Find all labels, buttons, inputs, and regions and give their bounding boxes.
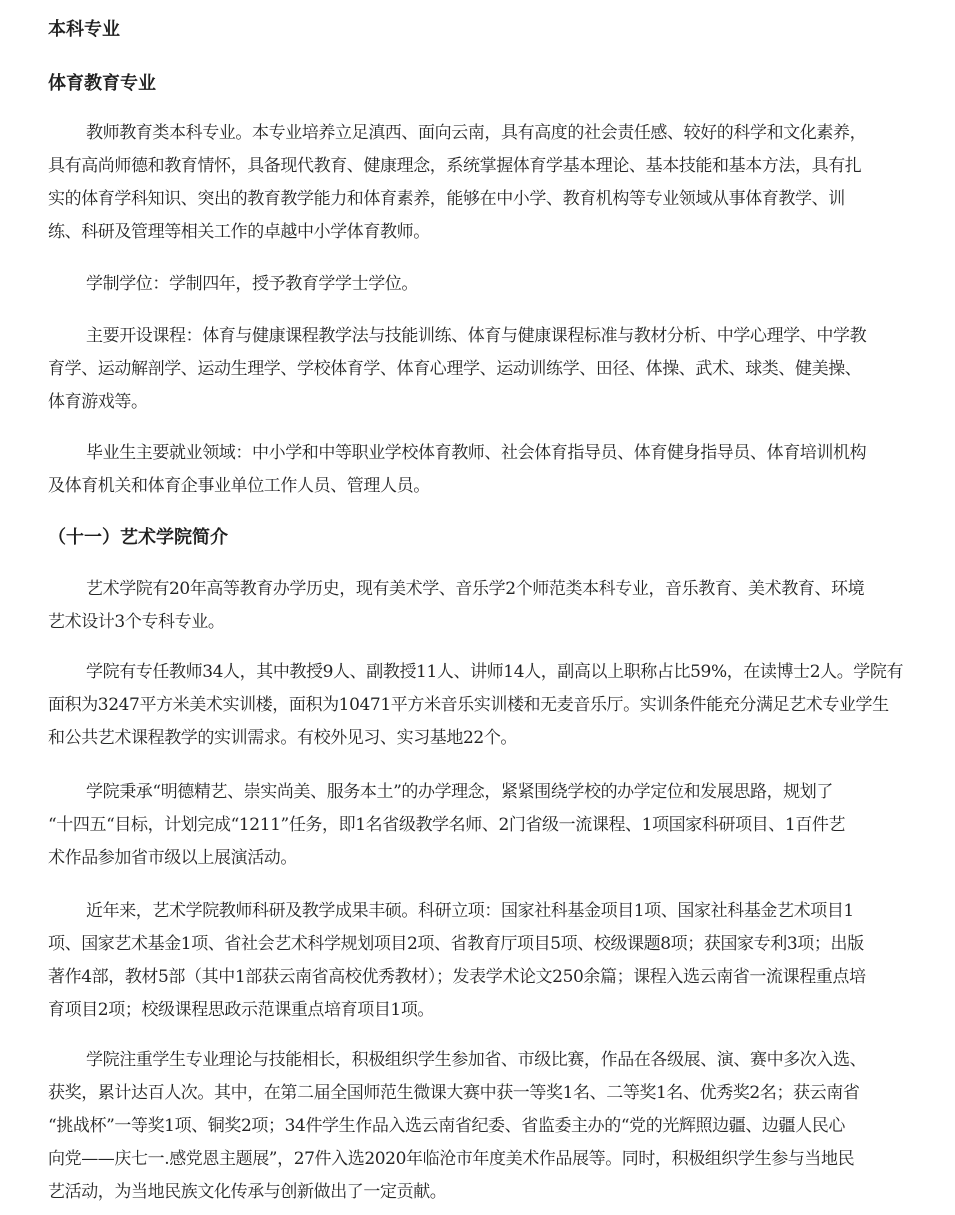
text-line: 教师教育类本科专业。本专业培养立足滇西、面向云南，具有高度的社会责任感、较好的科学和文化素养， [86,123,867,143]
art-research-paragraph [10,895,945,1027]
art-philosophy-paragraph [10,776,945,875]
text-line: 学制学位：学制四年，授予教育学学士学位。 [86,274,418,294]
art-students-paragraph [10,1044,945,1209]
text-line: 项、国家艺术基金1项、省社会艺术科学规划项目2项、省教育厅项目5项、校级课题8项；获国家专利3项；出版 [48,934,864,954]
text-line: 面积为3247平方米美术实训楼，面积为10471平方米音乐实训楼和无麦音乐厅。实训条件能充分满足艺术专业学生 [48,695,889,715]
art-history-paragraph [10,573,945,639]
text-line: 和公共艺术课程教学的实训需求。有校外见习、实习基地22个。 [48,728,518,748]
major-intro-paragraph [10,117,945,249]
text-line: “挑战杯”一等奖1项、铜奖2项；34件学生作品入选云南省纪委、省监委主办的“党的光辉照边疆、边疆人民心 [48,1116,845,1136]
text-line: 艺术设计3个专科专业。 [48,612,225,632]
text-line: “十四五“目标，计划完成“1211”任务，即1名省级教学名师、2门省级一流课程、1项国家科研项目、1百件艺 [48,815,846,835]
text-line: 获奖，累计达百人次。其中，在第二届全国师范生微课大赛中获一等奖1名、二等奖1名、优秀奖2名；获云南省 [48,1083,860,1103]
text-line: 学院注重学生专业理论与技能相长，积极组织学生参加省、市级比赛，作品在各级展、演、赛中多次入选、 [86,1050,867,1070]
text-line: 育项目2项；校级课程思政示范课重点培育项目1项。 [48,1000,435,1020]
text-line: 近年来，艺术学院教师科研及教学成果丰硕。科研立项：国家社科基金项目1项、国家社科基金艺术项目1 [86,901,854,921]
heading-bachelor: 本科专业 [48,19,120,40]
text-line: 育学、运动解剖学、运动生理学、学校体育学、体育心理学、运动训练学、田径、体操、武术、球类、健美操、 [48,359,862,379]
heading-major: 体育教育专业 [48,73,156,94]
courses-paragraph [10,320,945,419]
art-faculty-paragraph [10,656,945,755]
text-line: 实的体育学科知识、突出的教育教学能力和体育素养，能够在中小学、教育机构等专业领域从事体育教学、训 [48,189,845,209]
text-line: 术作品参加省市级以上展演活动。 [48,848,297,868]
text-line: 练、科研及管理等相关工作的卓越中小学体育教师。 [48,222,430,242]
section-heading-art-college: （十一）艺术学院简介 [48,527,228,548]
text-line: 学院秉承“明德精艺、崇实尚美、服务本土”的办学理念，紧紧围绕学校的办学定位和发展思路，规划了 [86,782,833,802]
text-line: 著作4部，教材5部（其中1部获云南省高校优秀教材）；发表学术论文250余篇；课程入选云南省一流课程重点培 [48,967,866,987]
text-line: 毕业生主要就业领域：中小学和中等职业学校体育教师、社会体育指导员、体育健身指导员、体育培训机构 [86,443,867,463]
text-line: 及体育机关和体育企事业单位工作人员、管理人员。 [48,476,430,496]
employment-paragraph [10,437,945,503]
text-line: 体育游戏等。 [48,392,148,412]
text-line: 主要开设课程：体育与健康课程教学法与技能训练、体育与健康课程标准与教材分析、中学心理学、中学教 [86,326,867,346]
text-line: 向党——庆七一.感党恩主题展”，27件入选2020年临沧市年度美术作品展等。同时，积极组织学生参与当地民 [48,1149,855,1169]
text-line: 艺活动，为当地民族文化传承与创新做出了一定贡献。 [48,1182,447,1202]
degree-paragraph [10,268,945,301]
text-line: 学院有专任教师34人，其中教授9人、副教授11人、讲师14人，副高以上职称占比59%，在读博士2人。学院有 [86,662,904,682]
text-line: 艺术学院有20年高等教育办学历史，现有美术学、音乐学2个师范类本科专业，音乐教育、美术教育、环境 [86,579,865,599]
text-line: 具有高尚师德和教育情怀，具备现代教育、健康理念，系统掌握体育学基本理论、基本技能和基本方法，具有扎 [48,156,862,176]
